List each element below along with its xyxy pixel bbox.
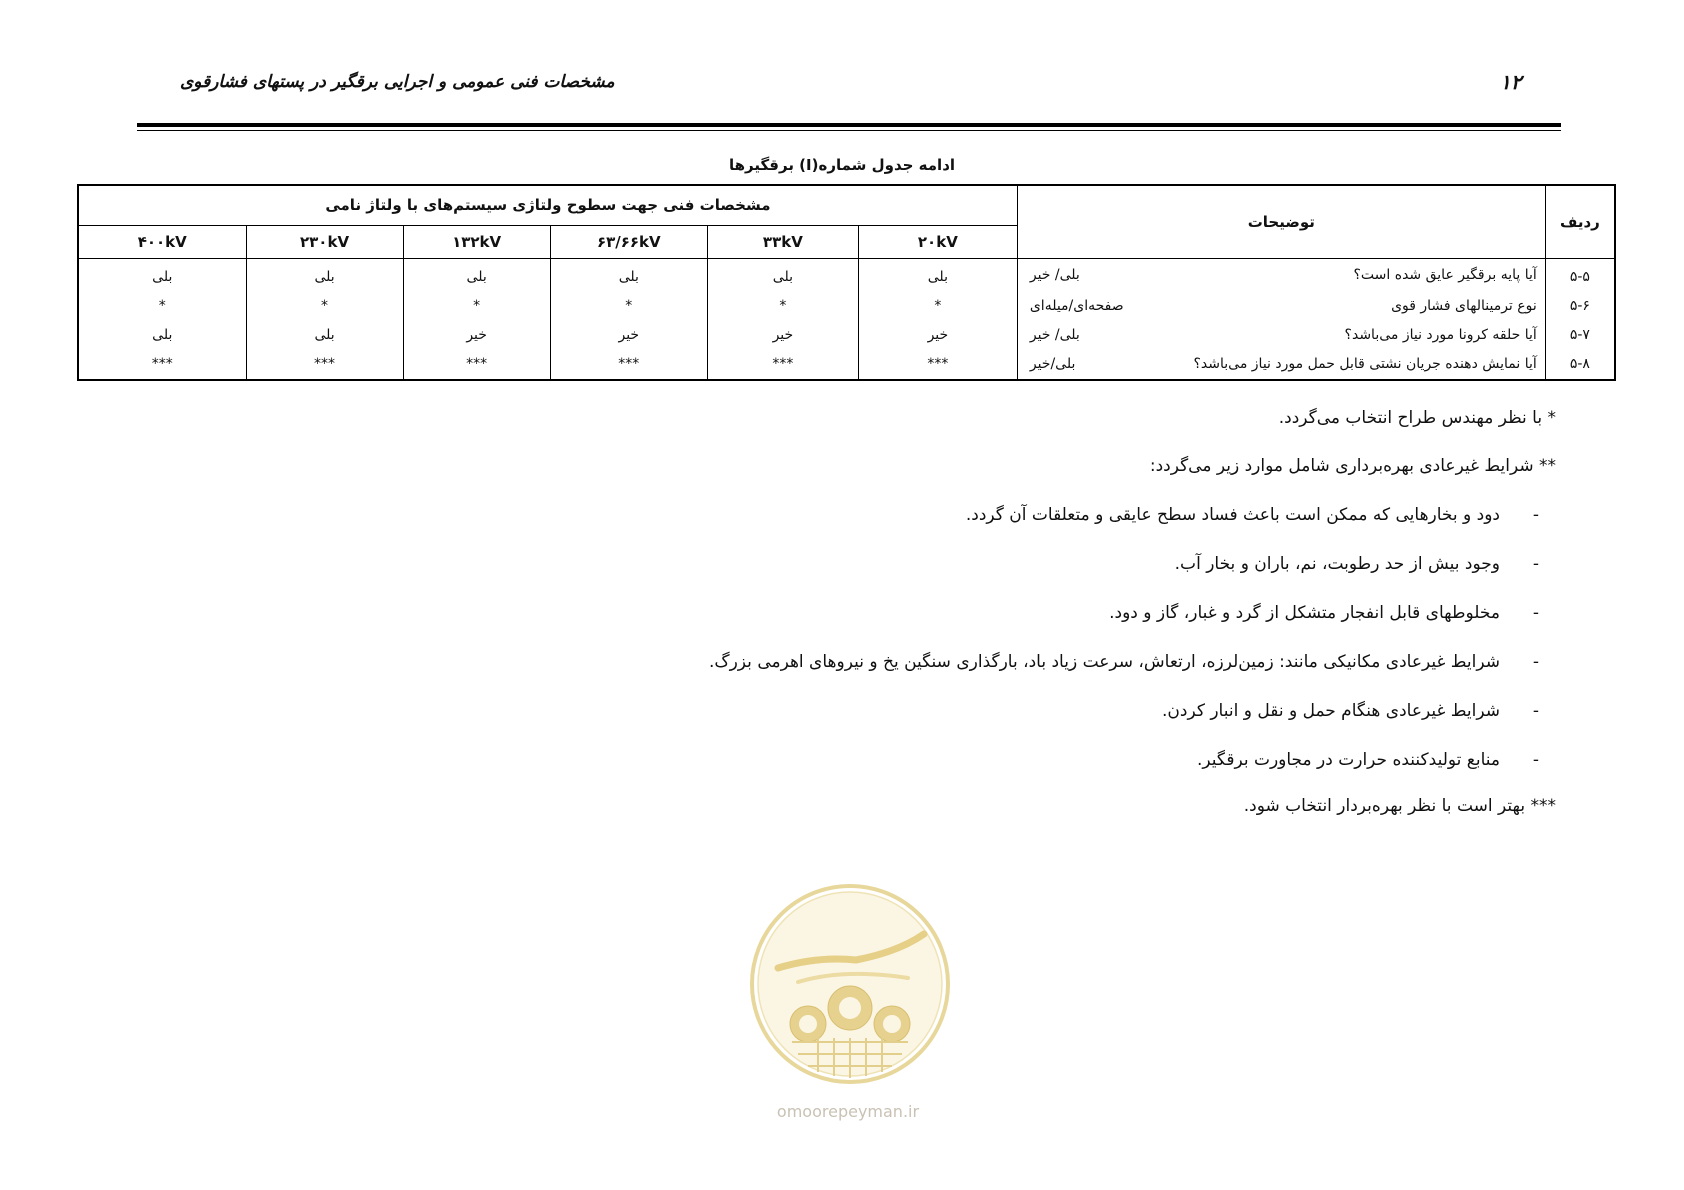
row-number: ۵-۶: [1545, 292, 1615, 321]
table-caption: ادامه جدول شماره(I) برقگیرها: [728, 156, 956, 174]
cell-value: ***: [403, 350, 550, 380]
bullet-text: منابع تولیدکننده حرارت در مجاورت برقگیر.: [1197, 750, 1500, 770]
cell-value: ***: [246, 350, 403, 380]
row-answer-options: بلی/ خیر: [1029, 327, 1080, 343]
voltage-header: ۲۰kV: [858, 225, 1017, 258]
cell-value: خیر: [403, 321, 550, 350]
bullet-text: شرایط غیرعادی هنگام حمل و نقل و انبار کردن.: [1162, 701, 1500, 721]
page-number: ۱۲: [1500, 70, 1522, 94]
row-answer-options: بلی/خیر: [1029, 356, 1076, 372]
row-description: [1017, 292, 1545, 321]
cell-value: بلی: [707, 258, 858, 292]
note-double-star: ** شرایط غیرعادی بهره‌برداری شامل موارد زیر می‌گردد:: [1149, 456, 1556, 476]
list-item: [1109, 603, 1556, 623]
list-item: [1175, 554, 1556, 574]
cell-value: بلی: [78, 258, 246, 292]
bullet-text: مخلوطهای قابل انفجار متشکل از گرد و غبار، گاز و دود.: [1109, 603, 1500, 623]
bullet-dash: -: [1532, 701, 1540, 721]
cell-value: بلی: [858, 258, 1017, 292]
bullet-dash: -: [1532, 652, 1540, 672]
row-question: نوع ترمینالهای فشار قوی: [1391, 298, 1537, 314]
row-number: ۵-۷: [1545, 321, 1615, 350]
cell-value: خیر: [858, 321, 1017, 350]
cell-value: بلی: [403, 258, 550, 292]
row-number: ۵-۸: [1545, 350, 1615, 380]
list-item: [1162, 701, 1556, 721]
row-description: [1017, 258, 1545, 292]
cell-value: بلی: [246, 258, 403, 292]
voltage-header: ۲۳۰kV: [246, 225, 403, 258]
bullet-dash: -: [1532, 505, 1540, 525]
note-single-star: * با نظر مهندس طراح انتخاب می‌گردد.: [1278, 408, 1556, 428]
col-header-row: ردیف: [1545, 185, 1615, 258]
cell-value: بلی: [550, 258, 707, 292]
cell-value: *: [858, 292, 1017, 321]
table-row: [78, 350, 1615, 380]
list-item: [709, 652, 1556, 672]
row-description: [1017, 321, 1545, 350]
row-question: آیا نمایش دهنده جریان نشتی قابل حمل مورد نیاز می‌باشد؟: [1193, 356, 1537, 372]
bullet-dash: -: [1532, 750, 1540, 770]
cell-value: *: [403, 292, 550, 321]
omoorepeyman-logo-stamp: [748, 882, 952, 1086]
voltage-header: ۱۳۲kV: [403, 225, 550, 258]
row-number: ۵-۵: [1545, 258, 1615, 292]
cell-value: *: [550, 292, 707, 321]
cell-value: *: [246, 292, 403, 321]
bullet-dash: -: [1532, 554, 1540, 574]
bullet-text: دود و بخارهایی که ممکن است باعث فساد سطح عایقی و متعلقات آن گردد.: [965, 505, 1500, 525]
list-item: [966, 505, 1556, 525]
cell-value: *: [707, 292, 858, 321]
cell-value: خیر: [707, 321, 858, 350]
row-question: آیا حلقه کرونا مورد نیاز می‌باشد؟: [1344, 327, 1537, 343]
cell-value: ***: [550, 350, 707, 380]
cell-value: ***: [858, 350, 1017, 380]
cell-value: ***: [707, 350, 858, 380]
header-rule-thick: [137, 123, 1561, 127]
note-triple-star: *** بهتر است با نظر بهره‌بردار انتخاب شود.: [1243, 796, 1556, 816]
bullet-text: شرایط غیرعادی مکانیکی مانند: زمین‌لرزه، ارتعاش، سرعت زیاد باد، بارگذاری سنگین یخ و نیروهای اهرمی بزرگ.: [708, 652, 1500, 672]
cell-value: *: [78, 292, 246, 321]
voltage-header: ۳۳kV: [707, 225, 858, 258]
arrester-spec-table: [77, 184, 1616, 381]
col-header-specs: مشخصات فنی جهت سطوح ولتاژی سیستم‌های با ولتاژ نامی: [78, 185, 1017, 225]
table-row: [78, 292, 1615, 321]
voltage-header: ۴۰۰kV: [78, 225, 246, 258]
col-header-description: توضیحات: [1017, 185, 1545, 258]
table-row: [78, 258, 1615, 292]
cell-value: ***: [78, 350, 246, 380]
document-header-title: مشخصات فنی عمومی و اجرایی برقگیر در پستهای فشارقوی: [180, 72, 615, 92]
row-answer-options: بلی/ خیر: [1029, 267, 1080, 283]
watermark-url: omoorepeyman.ir: [776, 1102, 920, 1121]
bullet-text: وجود بیش از حد رطوبت، نم، باران و بخار آب.: [1174, 554, 1500, 574]
bullet-dash: -: [1532, 603, 1540, 623]
cell-value: بلی: [78, 321, 246, 350]
list-item: [1197, 750, 1556, 770]
cell-value: خیر: [550, 321, 707, 350]
row-question: آیا پایه برقگیر عایق شده است؟: [1353, 267, 1537, 283]
voltage-header: ۶۳/۶۶kV: [550, 225, 707, 258]
cell-value: بلی: [246, 321, 403, 350]
table-row: [78, 321, 1615, 350]
row-description: [1017, 350, 1545, 380]
row-answer-options: صفحه‌ای/میله‌ای: [1029, 298, 1124, 314]
header-rule-thin: [137, 130, 1561, 131]
